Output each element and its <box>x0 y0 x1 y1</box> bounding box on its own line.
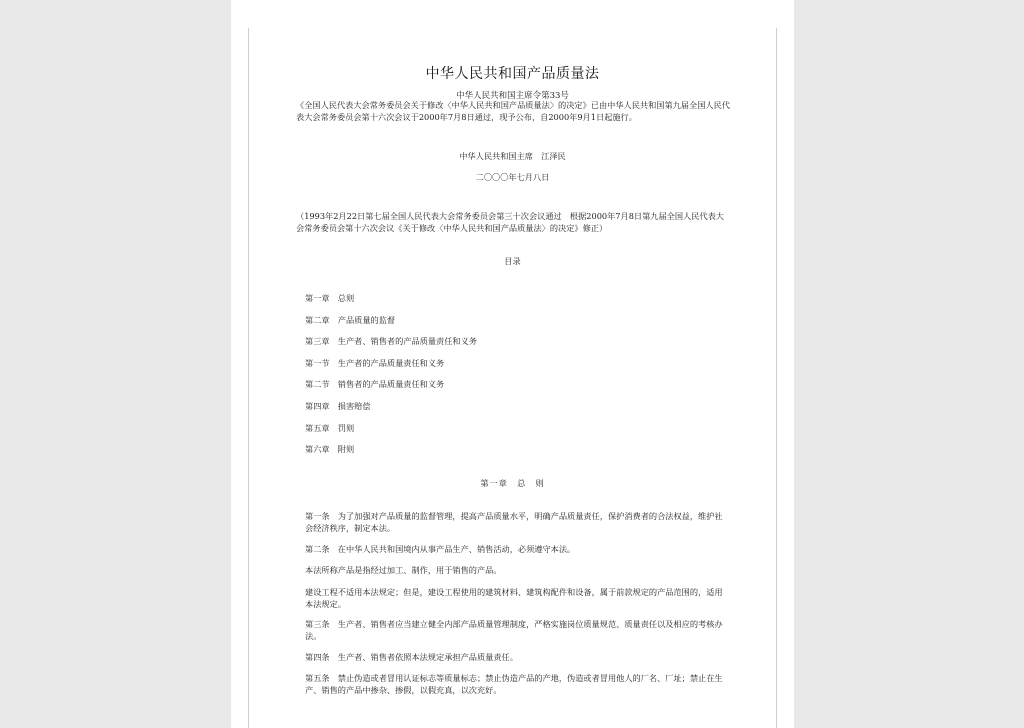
article-paragraph: 第二条 在中华人民共和国境内从事产品生产、销售活动，必须遵守本法。 <box>305 544 576 554</box>
document-subtitle: 中华人民共和国主席令第33号 <box>456 91 569 101</box>
toc-item: 第一章 总则 <box>305 293 355 303</box>
toc-item: 第一节 生产者的产品质量责任和义务 <box>305 358 445 368</box>
article-paragraph: 第五条 禁止伪造或者冒用认证标志等质量标志；禁止伪造产品的产地，伪造或者冒用他人的厂名、厂址；禁止在生产、销售的产品中掺杂、掺假，以假充真，以次充好。 <box>305 673 723 695</box>
intro-paragraph: 《全国人民代表大会常务委员会关于修改〈中华人民共和国产品质量法〉的决定》已由中华人民共和国第九届全国人民代表大会常务委员会第十六次会议于2000年7月8日通过，现予公布，自2000年9月1日起施行。 <box>296 100 730 122</box>
signature-line: 中华人民共和国主席 江泽民 <box>459 151 566 161</box>
toc-item: 第六章 附则 <box>305 444 355 454</box>
toc-item: 第四章 损害赔偿 <box>305 401 371 411</box>
history-note: （1993年2月22日第七届全国人民代表大会常务委员会第三十次会议通过 根据2000年7月8日第九届全国人民代表大会常务委员会第十六次会议《关于修改〈中华人民共和国产品质量法〉的决定》修正） <box>296 211 724 233</box>
article-paragraph: 建设工程不适用本法规定；但是，建设工程使用的建筑材料、建筑构配件和设备，属于前款规定的产品范围的，适用本法规定。 <box>305 587 723 609</box>
toc-item: 第二节 销售者的产品质量责任和义务 <box>305 379 445 389</box>
date-line: 二〇〇〇年七月八日 <box>475 172 550 182</box>
toc-item: 第二章 产品质量的监督 <box>305 315 396 325</box>
article-paragraph: 第一条 为了加强对产品质量的监督管理，提高产品质量水平，明确产品质量责任，保护消费者的合法权益，维护社会经济秩序，制定本法。 <box>305 511 723 533</box>
article-paragraph: 第四条 生产者、销售者依照本法规定承担产品质量责任。 <box>305 652 518 662</box>
chapter-heading: 第一章 总 则 <box>480 478 545 488</box>
article-paragraph: 本法所称产品是指经过加工、制作，用于销售的产品。 <box>305 565 502 575</box>
document-title: 中华人民共和国产品质量法 <box>425 66 600 82</box>
toc-item: 第五章 罚则 <box>305 423 355 433</box>
article-paragraph: 第三条 生产者、销售者应当建立健全内部产品质量管理制度，严格实施岗位质量规范、质量责任以及相应的考核办法。 <box>305 619 723 641</box>
toc-heading: 目录 <box>504 256 521 266</box>
toc-item: 第三章 生产者、销售者的产品质量责任和义务 <box>305 336 477 346</box>
